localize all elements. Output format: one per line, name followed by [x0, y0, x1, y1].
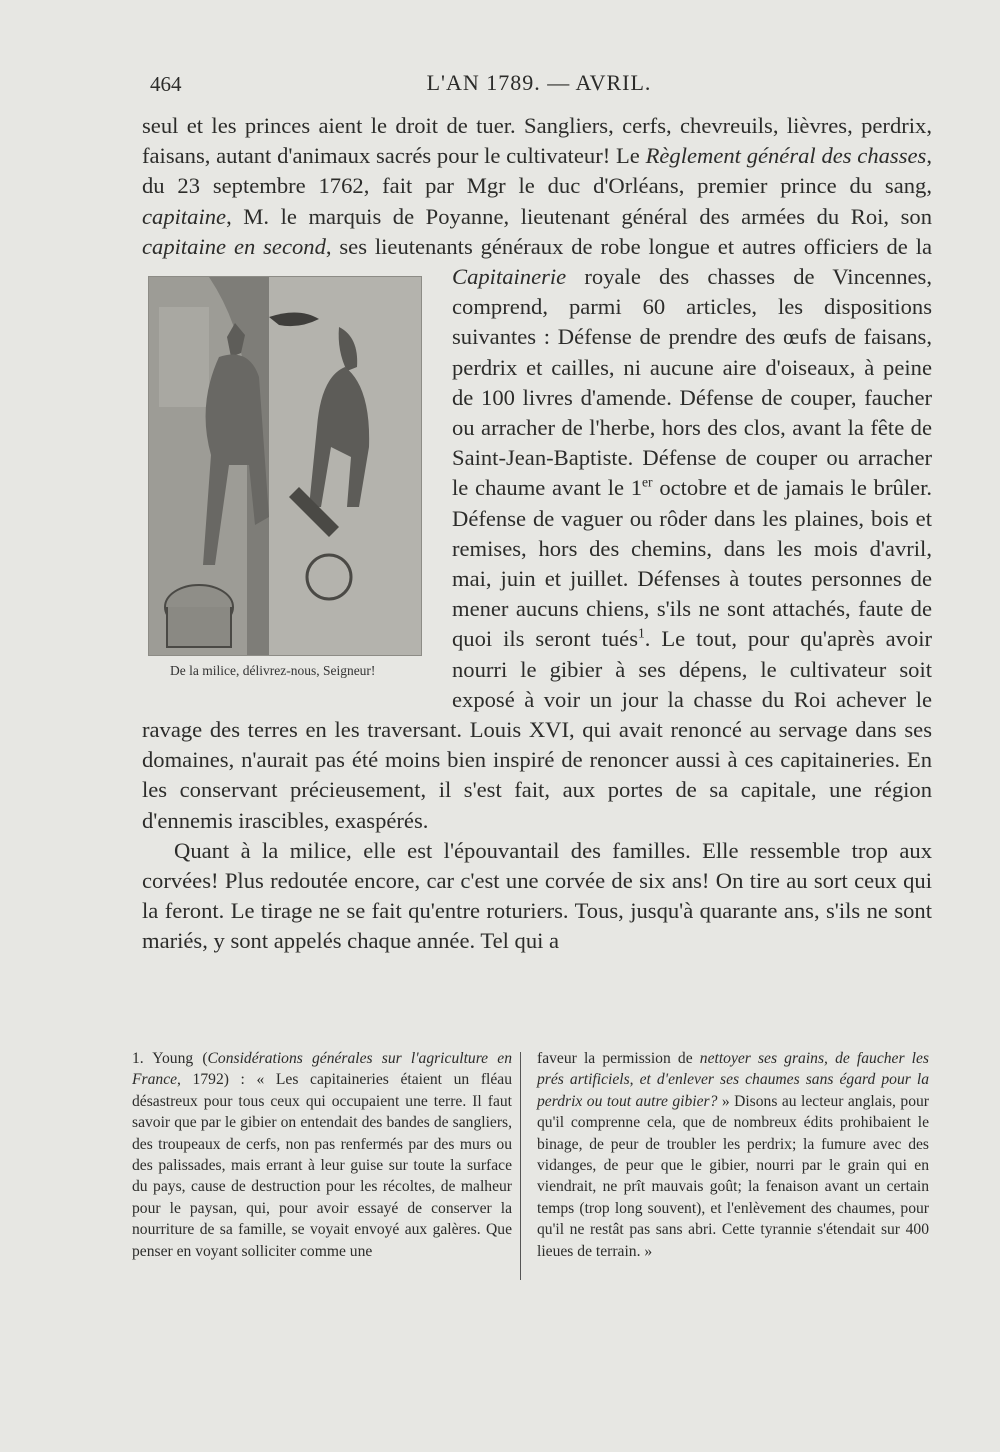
running-title: L'AN 1789. — AVRIL.: [426, 70, 652, 95]
page-number: 464: [150, 72, 182, 96]
figure-caption: De la milice, délivrez-nous, Seigneur!: [170, 663, 376, 679]
italic-run: Capitainerie: [452, 264, 567, 290]
text-run: octobre et de jamais le brûler. Défense de vaguer ou rôder dans les plaines, bois et remises, hors des chemins, dans les mois d'avril, mai, juin et juillet. Défenses à toutes personnes de mener aucuns chiens, s'ils ne sont attachés, faute de quoi ils seront tués: [452, 475, 933, 652]
italic-run: capitaine: [142, 203, 227, 229]
italic-run: Considérations générales sur l'agriculture en France: [132, 1050, 512, 1089]
text-run: royale des chasses de Vincennes, comprend, parmi 60 articles, les dispositions suivantes : Défense de prendre des œufs de faisans, perdrix et cailles, ni aucune aire d'oiseaux, à peine de 100 livres d'amende. Défense de couper, faucher ou arracher de l'herbe, hors des clos, avant la fête de Saint-Jean-Baptiste. Défense de couper ou arracher le chaume avant le 1: [452, 264, 932, 501]
engraving-plate: [148, 276, 422, 656]
text-run: , ses lieutenants généraux de robe longue et autres officiers de la: [325, 233, 933, 259]
text-run: seul et les princes aient le droit de tuer. Sangliers, cerfs, chevreuils, lièvres, perdrix, faisans, autant d'animaux sacrés pour le cultivateur! Le: [142, 113, 932, 169]
footnote-right-column: [537, 1048, 929, 1262]
text-run: , 1792) : « Les capitaineries étaient un fléau désastreux pour tous ceux qui occupaient une terre. Il faut savoir que par le gibier on entendait des bandes de sangliers, des troupeaux de cerfs, non pas renfermés par des murs ou des palissades, mais errant à leur guise sur toute la surface du pays, cause de destruction pour les récoltes, de malheur pour le paysan, qui, pour avoir essayé de conserver la nourriture de sa famille, se voyait envoyé aux galères. Que penser en voyant solliciter comme une: [132, 1071, 512, 1260]
illustration-figure: [142, 276, 442, 688]
italic-run: nettoyer ses grains, de faucher les prés artificiels, et d'enlever ses chaumes sans égard pour la perdrix ou tout autre gibier?: [537, 1050, 930, 1110]
text-run: , du 23 septembre 1762, fait par Mgr le duc d'Orléans, premier prince du sang,: [142, 143, 932, 199]
column-divider: [520, 1052, 521, 1280]
paragraph-2: Quant à la milice, elle est l'épouvantail des familles. Elle ressemble trop aux corvées! Plus redoutée encore, car c'est une corvée de six ans! On tire au sort ceux qui la feront. Le tirage ne se fait qu'entre roturiers. Tous, jusqu'à quarante ans, s'ils ne sont mariés, y sont appelés chaque année. Tel qui a: [142, 837, 932, 954]
italic-run: Règlement général des chasses: [645, 143, 927, 169]
text-run: » Disons au lecteur anglais, pour qu'il comprenne cela, que de nombreux édits prohibaient le binage, de peur de troubler les perdrix; la fumure avec des vidanges, de peur que le gibier, nourri par le grain qui en viendrait, ne prît mauvais goût; la fenaison avant un certain temps (trop long souvent), et l'enlèvement des chaumes, pour qu'il ne restât pas sans abri. Cette tyrannie s'étendait sur 400 lieues de terrain. »: [537, 1092, 929, 1260]
text-run: . Le tout, pour qu'après avoir nourri le gibier à ses dépens, le cultivateur soit exposé à voir un jour la chasse du Roi achever le ravage des terres en les traversant. Louis XVI, qui avait renoncé au servage dans ses domaines, n'aurait pas été moins bien inspiré de renoncer aussi à ces capitaineries. En les conservant précieusement, il s'est fait, aux portes de sa capitale, une région d'ennemis irascibles, exaspérés.: [142, 626, 932, 833]
paragraph-1: [142, 111, 932, 836]
text-run: faveur la permission de: [537, 1050, 700, 1067]
italic-run: capitaine en second: [142, 233, 326, 259]
body-text: [142, 111, 932, 957]
footnote-left-column: [132, 1048, 512, 1262]
superscript: er: [642, 474, 653, 490]
engraving-image: [149, 277, 421, 655]
text-run: 1. Young (: [132, 1050, 208, 1067]
page-header: [150, 70, 928, 100]
footnote-reference: 1: [638, 625, 645, 641]
text-run: , M. le marquis de Poyanne, lieutenant général des armées du Roi, son: [226, 203, 932, 229]
